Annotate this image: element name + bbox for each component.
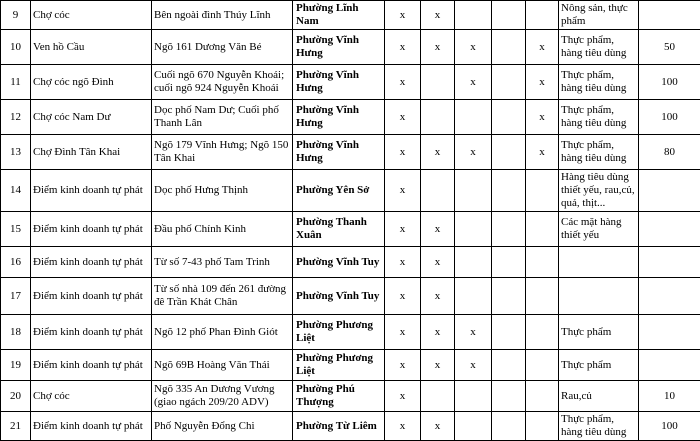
mark-4 <box>492 1 526 30</box>
mark-3: x <box>455 350 492 381</box>
mark-3 <box>455 212 492 247</box>
mark-5: x <box>526 135 559 170</box>
market-name: Chợ Đình Tân Khai <box>31 135 152 170</box>
ward-name: Phường Thanh Xuân <box>293 212 385 247</box>
mark-4 <box>492 247 526 278</box>
mark-1: x <box>385 412 421 441</box>
goods-type: Nông sản, thực phẩm <box>559 1 639 30</box>
ward-name: Phường Phú Thượng <box>293 381 385 412</box>
mark-2 <box>421 100 455 135</box>
table-row <box>1 381 700 412</box>
table-row <box>1 30 700 65</box>
mark-1: x <box>385 315 421 350</box>
mark-1: x <box>385 381 421 412</box>
mark-2: x <box>421 278 455 315</box>
row-number: 15 <box>1 212 31 247</box>
mark-4 <box>492 381 526 412</box>
row-number: 21 <box>1 412 31 441</box>
goods-type: Thực phẩm, hàng tiêu dùng <box>559 412 639 441</box>
market-address: Dọc phố Nam Dư; Cuối phố Thanh Lân <box>152 100 293 135</box>
ward-name: Phường Phương Liệt <box>293 350 385 381</box>
ward-name: Phường Phương Liệt <box>293 315 385 350</box>
goods-type: Thực phẩm <box>559 315 639 350</box>
mark-5: x <box>526 65 559 100</box>
market-name: Điểm kinh doanh tự phát <box>31 212 152 247</box>
mark-2: x <box>421 212 455 247</box>
market-address: Bên ngoài đình Thúy Lĩnh <box>152 1 293 30</box>
mark-5 <box>526 247 559 278</box>
ward-name: Phường Vĩnh Hưng <box>293 135 385 170</box>
row-number: 18 <box>1 315 31 350</box>
market-address: Phố Nguyễn Đổng Chi <box>152 412 293 441</box>
quantity <box>639 170 700 212</box>
market-address: Ngõ 69B Hoàng Văn Thái <box>152 350 293 381</box>
quantity: 100 <box>639 100 700 135</box>
mark-1: x <box>385 247 421 278</box>
mark-2: x <box>421 1 455 30</box>
quantity: 50 <box>639 30 700 65</box>
row-number: 19 <box>1 350 31 381</box>
table-row <box>1 350 700 381</box>
row-number: 12 <box>1 100 31 135</box>
market-address: Ngõ 335 An Dương Vương (giao ngách 209/20 ADV) <box>152 381 293 412</box>
ward-name: Phường Vĩnh Tuy <box>293 278 385 315</box>
goods-type: Thực phẩm <box>559 350 639 381</box>
row-number: 14 <box>1 170 31 212</box>
mark-2: x <box>421 412 455 441</box>
quantity <box>639 247 700 278</box>
mark-3: x <box>455 135 492 170</box>
quantity <box>639 1 700 30</box>
mark-1: x <box>385 30 421 65</box>
table-row <box>1 1 700 30</box>
mark-4 <box>492 135 526 170</box>
row-number: 20 <box>1 381 31 412</box>
row-number: 10 <box>1 30 31 65</box>
ward-name: Phường Vĩnh Hưng <box>293 30 385 65</box>
goods-type: Thực phẩm, hàng tiêu dùng <box>559 30 639 65</box>
mark-2: x <box>421 350 455 381</box>
quantity: 100 <box>639 412 700 441</box>
mark-4 <box>492 350 526 381</box>
market-name: Điểm kinh doanh tự phát <box>31 315 152 350</box>
mark-3 <box>455 381 492 412</box>
mark-2: x <box>421 30 455 65</box>
table-body <box>1 1 700 441</box>
mark-4 <box>492 278 526 315</box>
market-name: Ven hồ Cầu <box>31 30 152 65</box>
row-number: 17 <box>1 278 31 315</box>
mark-5 <box>526 1 559 30</box>
mark-1: x <box>385 170 421 212</box>
mark-2 <box>421 381 455 412</box>
mark-5 <box>526 170 559 212</box>
mark-5: x <box>526 100 559 135</box>
goods-type: Các mặt hàng thiết yếu <box>559 212 639 247</box>
quantity <box>639 278 700 315</box>
mark-5 <box>526 278 559 315</box>
mark-5 <box>526 350 559 381</box>
mark-3 <box>455 278 492 315</box>
row-number: 11 <box>1 65 31 100</box>
market-address: Ngõ 12 phố Phan Đình Giót <box>152 315 293 350</box>
market-name: Điểm kinh doanh tự phát <box>31 247 152 278</box>
quantity: 100 <box>639 65 700 100</box>
ward-name: Phường Yên Sở <box>293 170 385 212</box>
mark-3: x <box>455 30 492 65</box>
mark-5 <box>526 381 559 412</box>
mark-4 <box>492 212 526 247</box>
table-row <box>1 100 700 135</box>
mark-3 <box>455 247 492 278</box>
market-address: Ngõ 161 Dương Văn Bé <box>152 30 293 65</box>
market-name: Điểm kinh doanh tự phát <box>31 170 152 212</box>
ward-name: Phường Vĩnh Hưng <box>293 65 385 100</box>
quantity: 10 <box>639 381 700 412</box>
mark-1: x <box>385 135 421 170</box>
mark-5 <box>526 315 559 350</box>
mark-4 <box>492 315 526 350</box>
goods-type: Thực phẩm, hàng tiêu dùng <box>559 135 639 170</box>
goods-type: Rau,củ <box>559 381 639 412</box>
mark-4 <box>492 30 526 65</box>
market-name: Chợ cóc <box>31 1 152 30</box>
mark-2: x <box>421 135 455 170</box>
ward-name: Phường Từ Liêm <box>293 412 385 441</box>
mark-3 <box>455 170 492 212</box>
market-address: Cuối ngõ 670 Nguyễn Khoái; cuối ngõ 924 Nguyễn Khoái <box>152 65 293 100</box>
mark-5 <box>526 412 559 441</box>
goods-type: Hàng tiêu dùng thiết yếu, rau,củ, quả, thịt... <box>559 170 639 212</box>
market-name: Điểm kinh doanh tự phát <box>31 350 152 381</box>
market-name: Chợ cóc <box>31 381 152 412</box>
quantity <box>639 315 700 350</box>
goods-type <box>559 247 639 278</box>
mark-2 <box>421 65 455 100</box>
mark-3 <box>455 1 492 30</box>
mark-1: x <box>385 1 421 30</box>
mark-2 <box>421 170 455 212</box>
ward-name: Phường Lĩnh Nam <box>293 1 385 30</box>
mark-4 <box>492 412 526 441</box>
table-row <box>1 412 700 441</box>
mark-2: x <box>421 247 455 278</box>
table-row <box>1 247 700 278</box>
market-name: Điểm kinh doanh tự phát <box>31 278 152 315</box>
table-row <box>1 212 700 247</box>
quantity: 80 <box>639 135 700 170</box>
market-address: Ngõ 179 Vĩnh Hưng; Ngõ 150 Tân Khai <box>152 135 293 170</box>
mark-1: x <box>385 100 421 135</box>
row-number: 16 <box>1 247 31 278</box>
goods-type: Thực phẩm, hàng tiêu dùng <box>559 65 639 100</box>
mark-5: x <box>526 30 559 65</box>
market-name: Chợ cóc Nam Dư <box>31 100 152 135</box>
goods-type: Thực phẩm, hàng tiêu dùng <box>559 100 639 135</box>
market-address: Đầu phố Chính Kinh <box>152 212 293 247</box>
mark-3: x <box>455 315 492 350</box>
mark-3: x <box>455 65 492 100</box>
market-address: Từ số nhà 109 đến 261 đường đê Trần Khát Chân <box>152 278 293 315</box>
mark-4 <box>492 65 526 100</box>
table-row <box>1 65 700 100</box>
mark-4 <box>492 100 526 135</box>
market-address: Dọc phố Hưng Thịnh <box>152 170 293 212</box>
ward-name: Phường Vĩnh Tuy <box>293 247 385 278</box>
goods-type <box>559 278 639 315</box>
mark-5 <box>526 212 559 247</box>
mark-1: x <box>385 65 421 100</box>
table-row <box>1 315 700 350</box>
row-number: 9 <box>1 1 31 30</box>
quantity <box>639 350 700 381</box>
mark-2: x <box>421 315 455 350</box>
ward-name: Phường Vĩnh Hưng <box>293 100 385 135</box>
table-row <box>1 135 700 170</box>
table-row <box>1 278 700 315</box>
market-name: Chợ cóc ngõ Đình <box>31 65 152 100</box>
mark-1: x <box>385 212 421 247</box>
market-name: Điểm kinh doanh tự phát <box>31 412 152 441</box>
mark-4 <box>492 170 526 212</box>
table-row <box>1 170 700 212</box>
mark-3 <box>455 100 492 135</box>
mark-3 <box>455 412 492 441</box>
mark-1: x <box>385 350 421 381</box>
quantity <box>639 212 700 247</box>
market-address: Từ số 7-43 phố Tam Trinh <box>152 247 293 278</box>
mark-1: x <box>385 278 421 315</box>
row-number: 13 <box>1 135 31 170</box>
